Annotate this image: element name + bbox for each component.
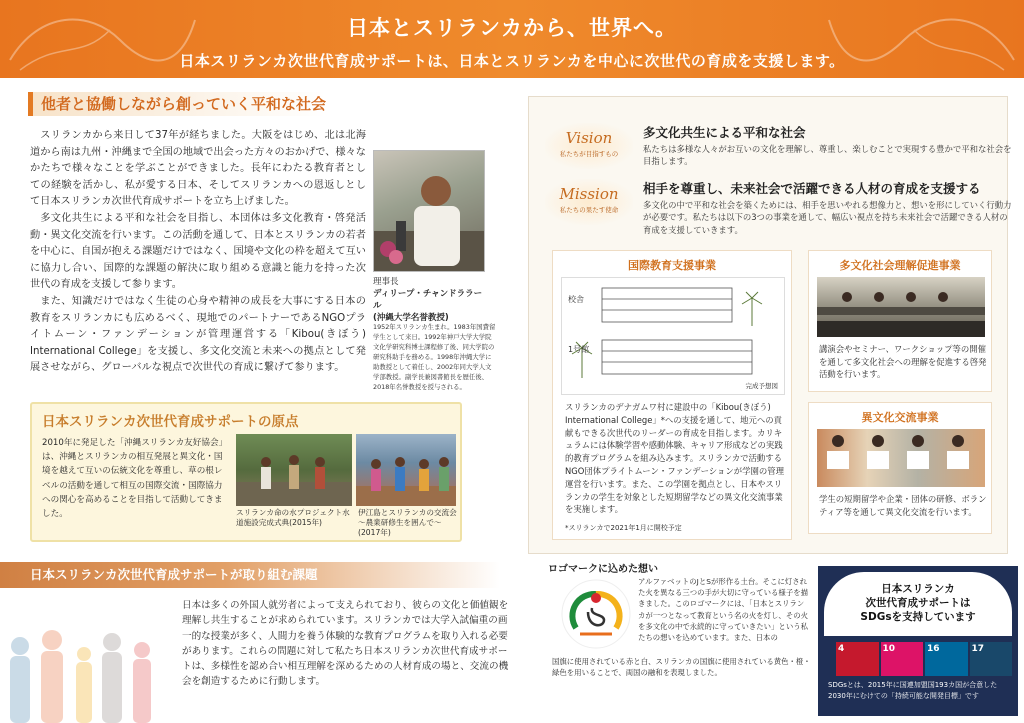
multicultural-text: 講演会やセミナー、ワークショップ等の開催を通して多文化社会への理解を促進する啓発活動を行います。 xyxy=(819,344,987,379)
origin-box xyxy=(30,402,462,542)
intro-paragraph: 多文化共生による平和な社会を目指し、本団体は多文化教育・啓発活動・異文化交流を行います。この活動を通して、日本とスリランカの若者を中心に、自国が抱える課題だけではなく、国境や文化の枠を超えて互いに協力し合い、国際的な課題の解決に取り組める意識と能力を持った次世代の育成を支援して参ります。 xyxy=(30,212,366,291)
students-holding-signs-icon xyxy=(817,429,985,487)
sdg-tile xyxy=(836,642,879,676)
people-silhouettes-icon xyxy=(0,606,170,723)
vision-badge xyxy=(545,123,633,169)
school-building-label: 校舎 xyxy=(568,295,584,304)
intl-education-text: スリランカのデナガムワ村に建設中の「Kibou(きぼう) International College」*への支援を通して、地元への貢献もできる次世代のリーダーの育成を目指します。カリキュラムには体験学習や感動体験、キャリア形成などの実践的教育プログラムを組み込みます。スリランカで活動するNGO団体プライトムーン・ファンデーションが学園の管理運営を行います。また、この学園を拠点とし、日本やスリランカの学生を対象とした短期留学などの異文化交流事業を実施します。 xyxy=(565,402,785,515)
banner-subtitle: 日本スリランカ次世代育成サポートは、日本とスリランカを中心に次世代の育成を支援します。 xyxy=(179,52,845,70)
mission-badge-jp: 私たちの果たす使命 xyxy=(559,206,619,214)
intro-paragraph: また、知識だけではなく生徒の心身や精神の成長を大事にする日本の教育をスリランカにも広めるべく、現地でのパートナーであるNGOプライトムーン・ファンデーションが管理運営する「Kibou(きぼう) International College」を支援し、多文化交流と未来への拠点として発展させながら、グローバルな視点で次世代の育成に繋げて参ります。 xyxy=(30,295,366,374)
exchange-meeting-caption: 伊江島とスリランカの交流会～農業研修生を囲んで～(2017年) xyxy=(358,508,457,537)
issues-title: 日本スリランカ次世代育成サポートが取り組む課題 xyxy=(0,562,500,588)
sdgs-note: SDGsとは、2015年に国連加盟国193カ国が合意した2030年にむけての「持続可能な開発目標」です xyxy=(828,681,998,700)
sdg-tile xyxy=(970,642,1013,676)
sdgs-heading-line3: SDGsを支持しています xyxy=(860,611,976,623)
sdg-number: 16 xyxy=(927,644,940,654)
mission-heading: 相手を尊重し、未来社会で活躍できる人材の育成を支援する xyxy=(643,181,981,196)
sdgs-heading-line1: 日本スリランカ xyxy=(881,583,955,595)
chairman-name: ディリープ・チャンドララール xyxy=(373,289,483,311)
drawing-caption: 完成予想図 xyxy=(745,382,778,390)
intl-education-note: *スリランカで2021年1月に開校予定 xyxy=(565,524,682,532)
exchange-meeting-photo xyxy=(356,434,456,506)
intl-education-title: 国際教育支援事業 xyxy=(628,259,716,272)
sdgs-box xyxy=(818,566,1018,716)
sdg-number: 17 xyxy=(971,644,985,654)
college-drawing xyxy=(561,277,785,395)
mission-description: 多文化の中で平和な社会を築くためには、相手を思いやれる想像力と、想いを形にしていく行動力が必要です。私たちは以下の3つの事業を通して、幅広い視点を持ち未来社会で活躍できる人材の育成を支援していきます。 xyxy=(643,200,1012,235)
mission-badge xyxy=(545,179,633,225)
participants-group-icon xyxy=(356,434,456,506)
chairman-bio: 1952年スリランカ生まれ。1983年国費留学生として来日。1992年神戸大学大学院文化学研究科博士課程修了後、同大学院の研究科助手を務める。1998年沖縄大学に助教授として着任し、2002年同大学人文学部教授。副学長兼図書館長を歴任後、2018年名誉教授を授与される。 xyxy=(373,323,496,391)
chairman-caption xyxy=(373,276,485,324)
sdg-number: 10 xyxy=(882,644,896,654)
water-project-caption: スリランカ命の水プロジェクト水道施設完成式典(2015年) xyxy=(236,508,350,527)
header-banner xyxy=(0,0,1024,78)
sdg-number: 4 xyxy=(838,644,845,654)
chairman-role: 理事長 xyxy=(373,277,399,287)
sdgs-heading-line2: 次世代育成サポートは xyxy=(865,597,971,609)
sdg-tile xyxy=(925,642,968,676)
exchange-text: 学生の短期留学や企業・団体の研修、ボランティア等を通して異文化交流を行います。 xyxy=(819,494,987,517)
speaker-figure-icon xyxy=(374,151,485,272)
chairman-affiliation: (沖縄大学名誉教授) xyxy=(373,313,449,323)
chairman-photo xyxy=(373,150,485,272)
seminar-photo xyxy=(817,277,985,337)
building-sketch-icon xyxy=(562,278,784,394)
intl-education-card xyxy=(552,250,792,540)
issues-text: 日本は多くの外国人就労者によって支えられており、彼らの文化と価値観を理解し共生することが求められています。スリランカでは大学入試偏重の画一的な授業が多く、人間力を養う体験的な教育プログラムを取り入れる必要があります。これらの問題に対して私たち日本スリランカ次世代育成サポートは、多様性を認め合い相互理解を深めるための人材育成の場と、交流の機会を創造するために行動します。 xyxy=(182,600,509,688)
ceremony-group-icon xyxy=(236,434,352,506)
multicultural-title: 多文化社会理解促進事業 xyxy=(839,259,961,272)
origin-title: 日本スリランカ次世代育成サポートの原点 xyxy=(42,414,299,430)
peace-section-title: 他者と協働しながら創っていく平和な社会 xyxy=(28,92,358,116)
logo-description: アルファベットのJとSが形作る土台。そこに灯された火を異なる三つの手が大切に守っている様子を描きました。このロゴマークには、「日本とスリランカが一つとなって教育という名の火を灯し、その火を多文化の中で永続的に守っていきたい」という私たちの想いを込めています。また、日本の xyxy=(638,577,808,643)
sdg-tiles xyxy=(836,642,1012,676)
vision-description: 私たちは多様な人々がお互いの文化を理解し、尊重し、楽しむことで実現する豊かで平和な社会を目指します。 xyxy=(643,144,1012,167)
multicultural-card xyxy=(808,250,992,392)
exchange-card xyxy=(808,402,992,534)
logo-section-title: ロゴマークに込めた想い xyxy=(548,564,658,575)
sdg-tile xyxy=(881,642,924,676)
organization-logo-icon xyxy=(560,578,632,650)
peace-intro xyxy=(30,128,366,377)
dorm-building-label: 1号館 xyxy=(568,345,590,354)
students-photo xyxy=(817,429,985,487)
origin-text: 2010年に発足した「沖縄スリランカ友好協会」は、沖縄とスリランカの相互発展と異文化・国境を越えて互いの伝統文化を尊重し、草の根レベルの活動を通して相互の国際交流・国際協力への関心を高めることを目指して活動してきました。 xyxy=(42,438,228,520)
water-project-photo xyxy=(236,434,352,506)
panel-discussion-icon xyxy=(817,277,985,337)
intro-paragraph: スリランカから来日して37年が経ちました。大阪をはじめ、北は北海道から南は九州・沖縄まで全国の地域で出会った方々のおかげで、様々なかたちで様々なことを学ぶことができました。長年にわたる教育者としての経験を活かし、私が愛する日本、そしてスリランカへの恩返しとして日本スリランカ次世代育成サポートを立ち上げました。 xyxy=(30,130,366,208)
vision-badge-jp: 私たちが目指すもの xyxy=(559,150,619,158)
sdgs-heading xyxy=(824,572,1012,636)
logo-description-cont: 国旗に使用されている赤と白、スリランカの国旗に使用されている黄色・橙・緑色を用いることで、両国の融和を表現しました。 xyxy=(552,657,811,678)
vision-heading: 多文化共生による平和な社会 xyxy=(643,125,806,140)
banner-title: 日本とスリランカから、世界へ。 xyxy=(347,16,677,40)
mission-badge-en: Mission xyxy=(559,185,619,203)
exchange-title: 異文化交流事業 xyxy=(861,411,939,424)
vision-badge-en: Vision xyxy=(565,129,613,147)
